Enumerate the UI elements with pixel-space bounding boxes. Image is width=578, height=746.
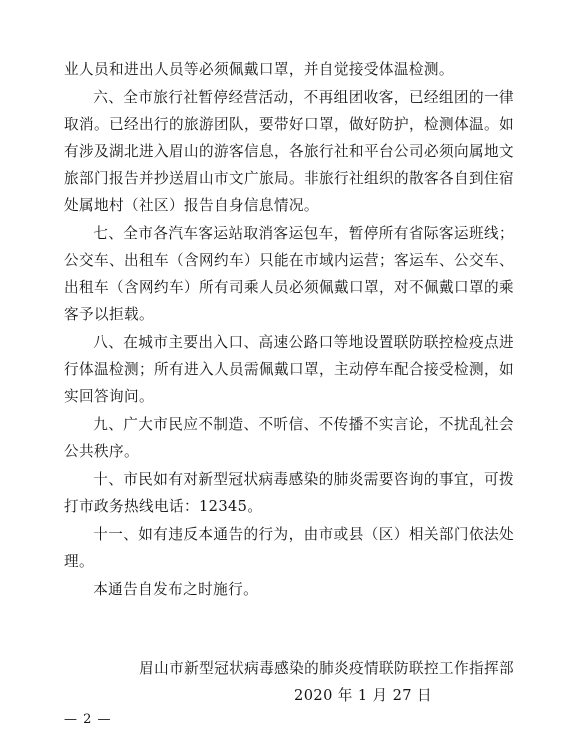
signature-date: 2020 年 1 月 27 日: [294, 687, 432, 704]
paragraph-item-8: 八、在城市主要出入口、高速公路口等地设置联防联控检疫点进行体温检测；所有进入人员需佩戴口罩，主动停车配合接受检测，如实回答询问。: [64, 334, 514, 405]
paragraph-item-11: 十一、如有违反本通告的行为，由市或县（区）相关部门依法处理。: [64, 526, 514, 570]
paragraph-item-7: 七、全市各汽车客运站取消客运包车，暂停所有省际客运班线；公交车、出租车（含网约车）只能在市域内运营；客运车、公交车、出租车（含网约车）所有司乘人员必须佩戴口罩，对不佩戴口罩的乘客予以拒载。: [64, 225, 514, 323]
paragraph-effective: 本通告自发布之时施行。: [93, 581, 259, 598]
signature-organization: 眉山市新型冠状病毒感染的肺炎疫情联防联控工作指挥部: [139, 660, 514, 677]
paragraph-item-9: 九、广大市民应不制造、不听信、不传播不实言论，不扰乱社会公共秩序。: [64, 416, 514, 460]
paragraph-continued: 业人员和进出人员等必须佩戴口罩，并自觉接受体温检测。: [64, 61, 454, 78]
page-number: — 2 —: [64, 712, 112, 727]
document-body: [64, 56, 514, 604]
paragraph-item-10: 十、市民如有对新型冠状病毒感染的肺炎需要咨询的事宜，可拨打市政务热线电话：12345。: [64, 471, 514, 515]
paragraph-item-6: 六、全市旅行社暂停经营活动，不再组团收客，已经组团的一律取消。已经出行的旅游团队，要带好口罩，做好防护，检测体温。如有涉及湖北进入眉山的游客信息，各旅行社和平台公司必须向属地文旅部门报告并抄送眉山市文广旅局。非旅行社组织的散客各自到住宿处属地村（社区）报告自身信息情况。: [64, 89, 514, 214]
